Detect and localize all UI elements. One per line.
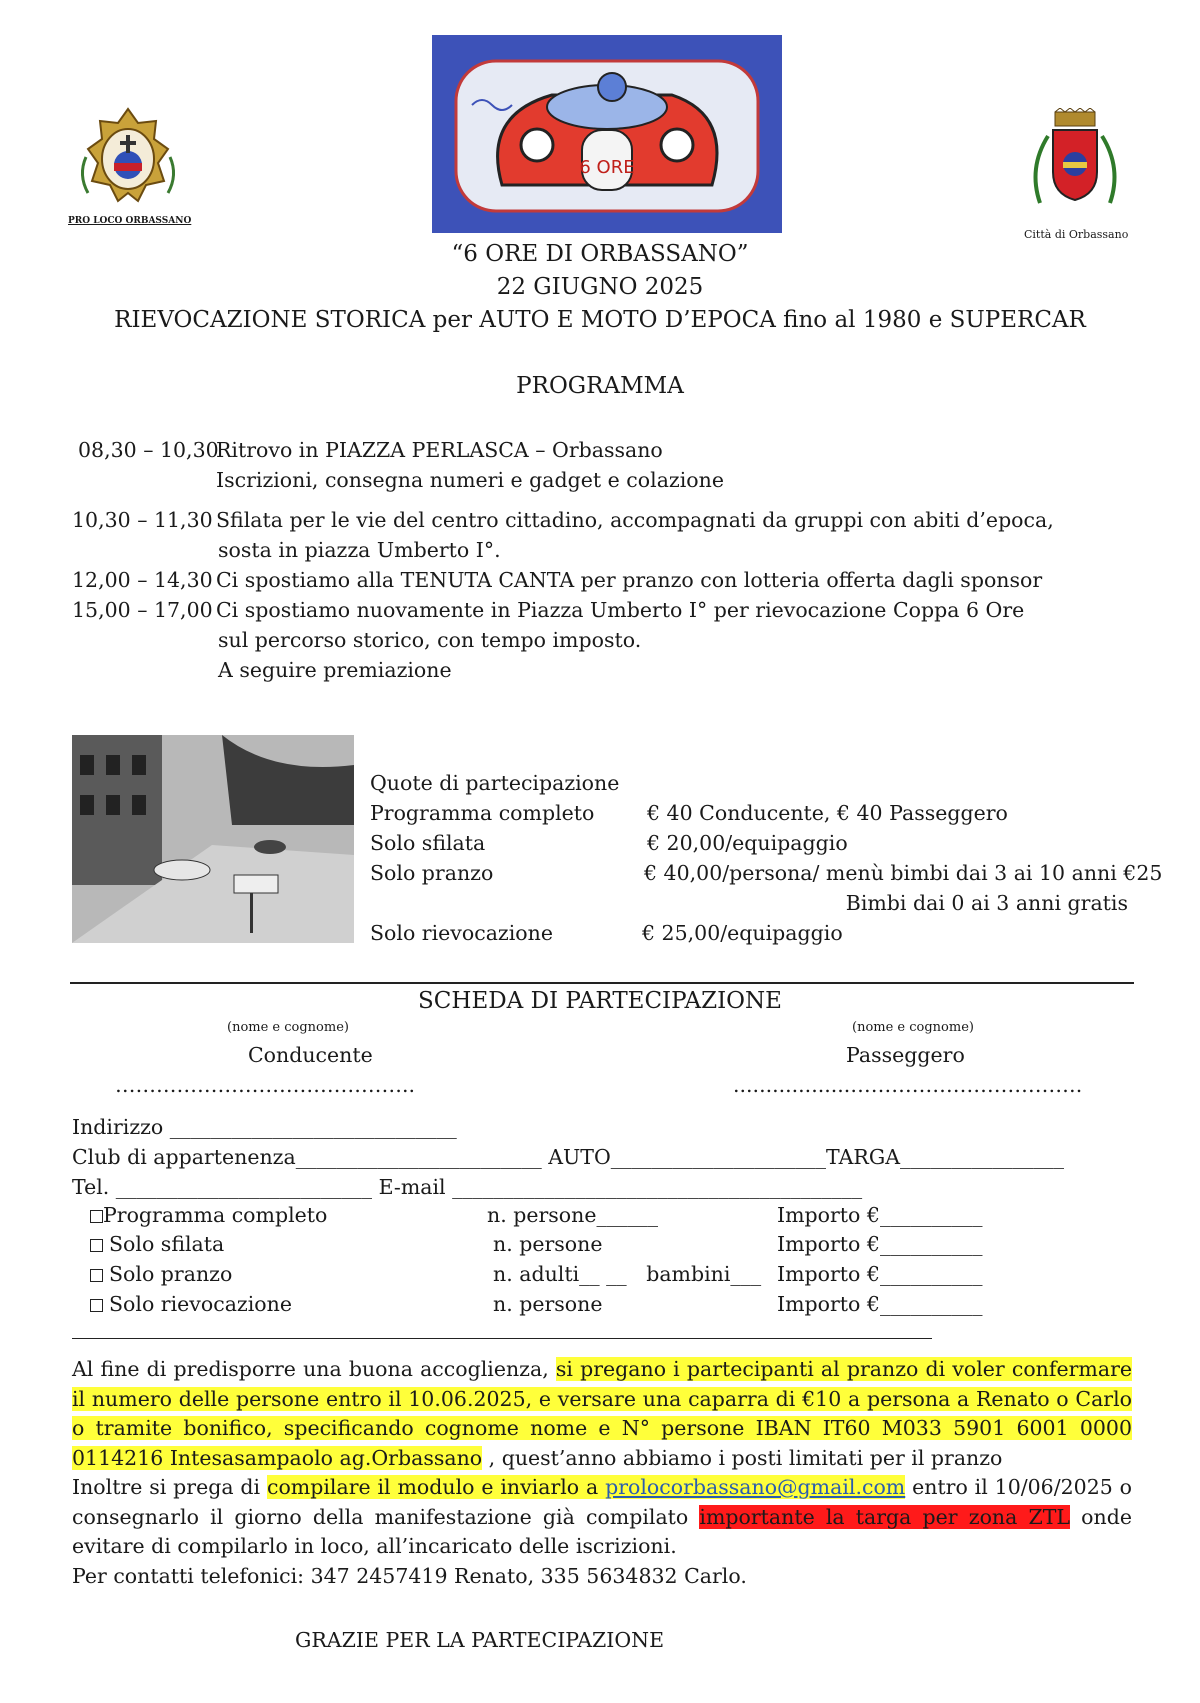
form-top-divider — [70, 982, 1134, 984]
checkbox[interactable] — [90, 1299, 103, 1312]
program-heading: PROGRAMMA — [516, 373, 684, 399]
option-label: Solo pranzo — [109, 1262, 233, 1286]
passenger-name-hint: (nome e cognome) — [852, 1020, 974, 1035]
passenger-name-field[interactable]: ..................……………………………. — [733, 1073, 1083, 1097]
event-subtitle: RIEVOCAZIONE STORICA per AUTO E MOTO D’EPOCA fino al 1980 e SUPERCAR — [114, 307, 1086, 333]
option-persons[interactable]: n. persone — [493, 1292, 603, 1316]
checkbox[interactable] — [90, 1269, 103, 1282]
historical-race-photo — [72, 735, 354, 943]
program-item — [72, 595, 1024, 685]
program-time: 12,00 – 14,30 — [72, 568, 213, 592]
lunch-notice: Al fine di predisporre una buona accoglienza, si pregano i partecipanti al pranzo di voler confermare il numero delle persone entro il 10.06.2025, e versare una caparra di €10 a persona a Renato o Carlo o tramite bonifico, specificando cognome nome e N° persone IBAN IT60 M033 5901 6001 0000 0114216 Intesasampaolo ag.Orbassano , quest’anno abbiamo i posti limitati per il pranzo — [72, 1357, 1132, 1470]
form-notice: Inoltre si prega di compilare il modulo e inviarlo a prolocorbassano@gmail.com entro il 10/06/2025 o consegnarlo il giorno della manifestazione già compilato importante la targa per zona ZTL onde evitare di compilarlo in loco, all’incaricato delle iscrizioni. — [72, 1475, 1133, 1558]
program-line: Ci spostiamo nuovamente in Piazza Umberto I° per rievocazione Coppa 6 Ore — [216, 598, 1025, 622]
form-highlight: compilare il modulo e inviarlo a prolocorbassano@gmail.com — [266, 1475, 906, 1499]
option-label: Solo sfilata — [109, 1232, 225, 1256]
ztl-warning: importante la targa per zona ZTL — [699, 1504, 1071, 1529]
option-amount[interactable]: Importo €__________ — [777, 1232, 983, 1256]
notes-block — [72, 1355, 1132, 1591]
city-coat-of-arms-icon — [1020, 108, 1130, 218]
vintage-car-icon — [432, 35, 782, 233]
program-line: Ritrovo in PIAZZA PERLASCA – Orbassano — [216, 438, 663, 462]
program-line: A seguire premiazione — [218, 658, 452, 682]
program-item — [72, 505, 1054, 565]
city-caption: Città di Orbassano — [1024, 228, 1129, 241]
driver-label: Conducente — [248, 1043, 373, 1067]
fee-label: Solo sfilata — [370, 831, 486, 855]
option-label: Solo rievocazione — [109, 1292, 292, 1316]
passenger-label: Passeggero — [846, 1043, 965, 1067]
fee-row — [370, 828, 848, 858]
pro-loco-logo — [68, 105, 192, 230]
option-row — [90, 1259, 982, 1289]
program-time: 15,00 – 17,00 — [72, 598, 213, 622]
program-item — [72, 565, 1042, 595]
thanks-line: GRAZIE PER LA PARTECIPAZIONE — [295, 1628, 665, 1652]
svg-text:6 ORE: 6 ORE — [579, 157, 635, 178]
checkbox[interactable] — [90, 1239, 103, 1252]
program-line: sosta in piazza Umberto I°. — [218, 538, 501, 562]
program-line: sul percorso storico, con tempo imposto. — [218, 628, 642, 652]
option-persons[interactable]: n. persone______ — [487, 1203, 658, 1227]
option-row — [90, 1229, 982, 1259]
option-amount[interactable]: Importo €__________ — [777, 1203, 983, 1227]
event-title: “6 ORE DI ORBASSANO” — [451, 241, 749, 267]
program-line: Ci spostiamo alla TENUTA CANTA per pranzo con lotteria offerta dagli sponsor — [216, 568, 1043, 592]
fee-value: € 25,00/equipaggio — [642, 921, 843, 945]
fee-value: € 40,00/persona/ menù bimbi dai 3 ai 10 anni €25 — [644, 861, 1163, 885]
city-logo — [1020, 108, 1130, 241]
rally-drawing — [432, 35, 782, 233]
program-time: 08,30 – 10,30 — [78, 438, 219, 462]
event-date: 22 GIUGNO 2025 — [496, 274, 704, 300]
form-heading: SCHEDA DI PARTECIPAZIONE — [418, 988, 782, 1014]
option-label: Programma completo — [103, 1203, 328, 1227]
fees-heading: Quote di partecipazione — [370, 771, 620, 795]
driver-name-field[interactable]: …………………………………….. — [115, 1073, 416, 1097]
fee-row — [370, 918, 843, 948]
pro-loco-caption: PRO LOCO ORBASSANO — [68, 216, 192, 226]
program-line: Iscrizioni, consegna numeri e gadget e colazione — [216, 468, 724, 492]
program-line: Sfilata per le vie del centro cittadino, accompagnati da gruppi con abiti d’epoca, — [216, 508, 1054, 532]
fee-label: Solo rievocazione — [370, 921, 553, 945]
form-bottom-divider — [72, 1338, 932, 1339]
fee-row — [370, 858, 1162, 888]
club-auto-plate-field[interactable]: Club di appartenenza________________________ AUTO_____________________TARGA________________ — [72, 1145, 1064, 1169]
fee-label: Programma completo — [370, 801, 595, 825]
race-photo-icon — [72, 735, 354, 943]
program-item — [78, 435, 724, 495]
tel-email-field[interactable]: Tel. _________________________ E-mail ________________________________________ — [72, 1175, 863, 1199]
lunch-highlight: si pregano i partecipanti al pranzo di voler confermare il numero delle persone entro il 10.06.2025, e versare una caparra di €10 a persona a Renato o Carlo o tramite bonifico, specificando cognome nome e N° persone IBAN IT60 M033 5901 6001 0000 0114216 Intesasampaolo ag.Orbassano — [72, 1357, 1132, 1470]
option-amount[interactable]: Importo €__________ — [777, 1292, 983, 1316]
address-field[interactable]: Indirizzo ____________________________ — [72, 1115, 457, 1139]
program-time: 10,30 – 11,30 — [72, 508, 213, 532]
fee-value: Bimbi dai 0 ai 3 anni gratis — [845, 891, 1128, 915]
option-amount[interactable]: Importo €__________ — [777, 1262, 983, 1286]
email-link[interactable]: prolocorbassano@gmail.com — [605, 1475, 906, 1499]
contacts-line: Per contatti telefonici: 347 2457419 Renato, 335 5634832 Carlo. — [72, 1563, 747, 1588]
checkbox[interactable] — [90, 1210, 103, 1223]
pro-loco-crest-icon — [68, 105, 188, 210]
driver-name-hint: (nome e cognome) — [227, 1020, 349, 1035]
option-row — [90, 1200, 982, 1230]
fee-label: Solo pranzo — [370, 861, 494, 885]
option-row — [90, 1289, 982, 1319]
fee-value: € 40 Conducente, € 40 Passeggero — [647, 801, 1008, 825]
option-persons[interactable]: n. adulti__ __ bambini___ — [493, 1262, 762, 1286]
option-persons[interactable]: n. persone — [493, 1232, 603, 1256]
fee-row — [846, 888, 1128, 918]
fee-row — [370, 798, 1008, 828]
fee-value: € 20,00/equipaggio — [647, 831, 848, 855]
